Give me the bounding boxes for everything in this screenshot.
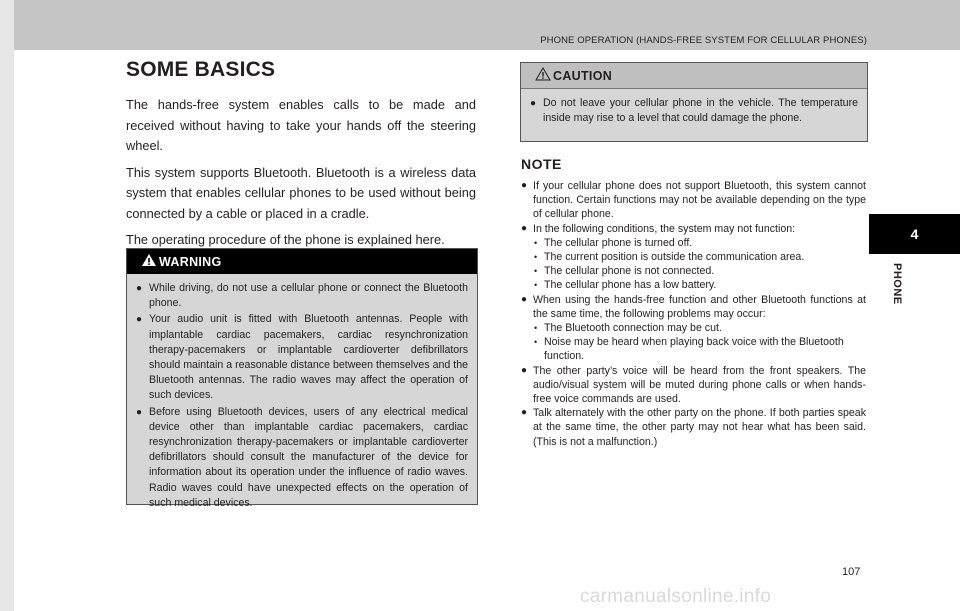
bullet-icon: ●	[136, 406, 143, 418]
note-subitem-text: The current position is outside the communication area.	[544, 251, 805, 264]
watermark: carmanualsonline.info	[580, 586, 772, 607]
caution-triangle-icon	[535, 67, 551, 84]
note-subitem-text: The cellular phone is not connected.	[544, 265, 715, 278]
caution-item-text: Do not leave your cellular phone in the vehicle. The temperature inside may rise to a level that could damage the phone.	[543, 97, 858, 125]
intro-paragraph: This system supports Bluetooth. Bluetooth is a wireless data system that enables cellular phones to be used without being connected by a cable or placed in a cradle.	[126, 164, 476, 221]
warning-item-text: Before using Bluetooth devices, users of any electrical medical device other than implantable cardiac pacemakers, cardiac resynchronization therapy-pacemakers or implantable cardioverter defibrillators should consult the manufacturer of the device for information about its operation under the influence of radio waves. Radio waves could have unexpected effects on the operation of such medical devices.	[149, 405, 468, 509]
bullet-icon: ●	[136, 314, 143, 326]
bullet-icon: ●	[521, 407, 528, 419]
note-item-text: The other party’s voice will be heard from the front speakers. The audio/visual system will be muted during phone calls or when hands-free voice commands are used.	[533, 364, 866, 406]
note-subitem	[533, 278, 866, 292]
warning-item	[136, 405, 468, 511]
sub-bullet-icon: •	[534, 237, 538, 248]
caution-box	[520, 62, 868, 142]
bullet-icon: ●	[521, 222, 528, 234]
intro-paragraph: The operating procedure of the phone is explained here.	[126, 232, 445, 247]
bullet-icon: ●	[521, 293, 528, 305]
warning-item	[136, 312, 468, 403]
note-item-text: If your cellular phone does not support Bluetooth, this system cannot function. Certain functions may not be available depending on the type of cellular phone.	[533, 180, 866, 221]
caution-list	[521, 89, 867, 126]
note-item-text: Talk alternately with the other party on the phone. If both parties speak at the same time, the other party may not hear what has been said. (This is not a malfunction.)	[533, 407, 866, 448]
page-edge-strip	[0, 0, 14, 611]
note-item-text: In the following conditions, the system may not function:	[533, 222, 796, 235]
note-list	[521, 179, 866, 449]
section-title: SOME BASICS	[126, 58, 276, 81]
bullet-icon: ●	[521, 180, 528, 191]
sub-bullet-icon: •	[534, 323, 538, 334]
note-title: NOTE	[521, 156, 562, 172]
sub-bullet-icon: •	[534, 280, 538, 291]
caution-label: CAUTION	[553, 68, 613, 83]
note-subitem-text: The cellular phone has a low battery.	[544, 279, 717, 292]
note-subitem-text: Noise may be heard when playing back voice with the Bluetooth function.	[544, 336, 844, 363]
bullet-icon: ●	[530, 98, 537, 109]
note-item	[521, 293, 866, 321]
warning-item	[136, 281, 468, 311]
note-subitem	[533, 250, 866, 264]
note-item	[521, 364, 866, 407]
warning-list	[127, 274, 477, 511]
note-subitem	[533, 321, 866, 335]
running-header: PHONE OPERATION (HANDS-FREE SYSTEM FOR CELLULAR PHONES)	[540, 35, 867, 46]
note-item-text: When using the hands-free function and other Bluetooth functions at the same time, the following problems may occur:	[533, 293, 866, 320]
note-item	[521, 406, 866, 449]
warning-header	[127, 249, 477, 274]
note-subitem-text: The cellular phone is turned off.	[544, 236, 693, 249]
bullet-icon: ●	[136, 283, 143, 294]
bullet-icon: ●	[521, 364, 528, 376]
intro-paragraph: The hands-free system enables calls to be made and received without having to take your hands off the steering wheel.	[126, 97, 476, 153]
note-subitem-text: The Bluetooth connection may be cut.	[544, 322, 722, 335]
note-subitem	[533, 335, 866, 363]
warning-item-text: Your audio unit is fitted with Bluetooth antennas. People with implantable cardiac pacemakers, cardiac resynchronization therapy-pacemakers or implantable cardioverter defibrillators should maintain a reasonable distance between themselves and the Bluetooth antennas. The radio waves may affect the operation of such devices.	[149, 313, 468, 402]
sub-bullet-icon: •	[534, 337, 538, 348]
caution-header	[521, 63, 867, 89]
chapter-label: PHONE	[891, 263, 903, 305]
warning-item-text: While driving, do not use a cellular phone or connect the Bluetooth phone.	[149, 282, 468, 310]
warning-triangle-icon	[141, 253, 157, 270]
page-number: 107	[842, 566, 861, 578]
intro-text	[126, 95, 476, 257]
chapter-tab: 4	[869, 214, 960, 254]
warning-box	[126, 248, 478, 509]
note-item	[521, 222, 866, 236]
sub-bullet-icon: •	[534, 266, 538, 277]
sub-bullet-icon: •	[534, 252, 538, 263]
note-subitem	[533, 236, 866, 250]
warning-label: WARNING	[159, 254, 222, 269]
note-item	[521, 179, 866, 222]
note-subitem	[533, 264, 866, 278]
caution-item	[530, 96, 858, 126]
